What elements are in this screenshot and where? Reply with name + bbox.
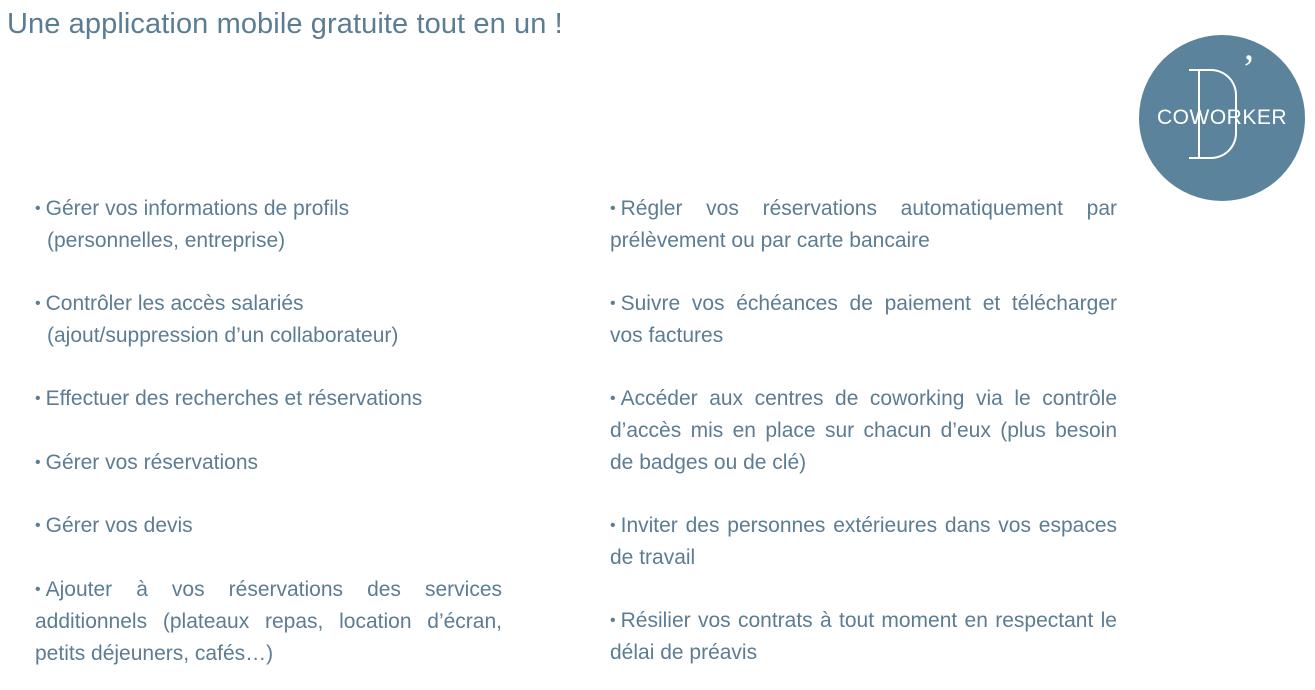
bullet-icon: • <box>35 454 41 471</box>
bullet-icon: • <box>35 581 41 598</box>
bullet-icon: • <box>35 200 41 217</box>
logo-apostrophe: ’ <box>1242 46 1256 91</box>
bullet-icon: • <box>610 200 616 217</box>
list-item: • Gérer vos devis <box>35 514 193 537</box>
list-item: • Ajouter à vos réservations des services additionnels (plateaux repas, location d’écran, petits déjeuners, cafés…) <box>35 578 502 665</box>
list-item: • Gérer vos réservations <box>35 451 259 474</box>
bullet-icon: • <box>610 517 616 534</box>
list-item: • Effectuer des recherches et réservations <box>35 387 423 410</box>
bullet-icon: • <box>610 390 616 407</box>
bullet-icon: • <box>610 612 616 629</box>
bullet-icon: • <box>35 295 41 312</box>
list-item: • Inviter des personnes extérieures dans vos espaces de travail <box>610 514 1117 569</box>
list-item: • Résilier vos contrats à tout moment en respectant le délai de préavis <box>610 609 1117 664</box>
list-item: • Régler vos réservations automatiquement par prélèvement ou par carte bancaire <box>610 197 1117 252</box>
bullet-icon: • <box>610 295 616 312</box>
list-item: • Contrôler les accès salariés (ajout/suppression d’un collaborateur) <box>35 292 399 347</box>
logo-text: COWORKER <box>1157 106 1287 129</box>
bullet-icon: • <box>35 390 41 407</box>
page-title: Une application mobile gratuite tout en un ! <box>7 8 563 40</box>
coworker-logo <box>1139 35 1305 201</box>
bullet-icon: • <box>35 517 41 534</box>
list-item: • Gérer vos informations de profils (personnelles, entreprise) <box>35 197 350 252</box>
list-item: • Suivre vos échéances de paiement et télécharger vos factures <box>610 292 1117 347</box>
list-item: • Accéder aux centres de coworking via le contrôle d’accès mis en place sur chacun d’eux (plus besoin de badges ou de clé) <box>610 387 1117 474</box>
